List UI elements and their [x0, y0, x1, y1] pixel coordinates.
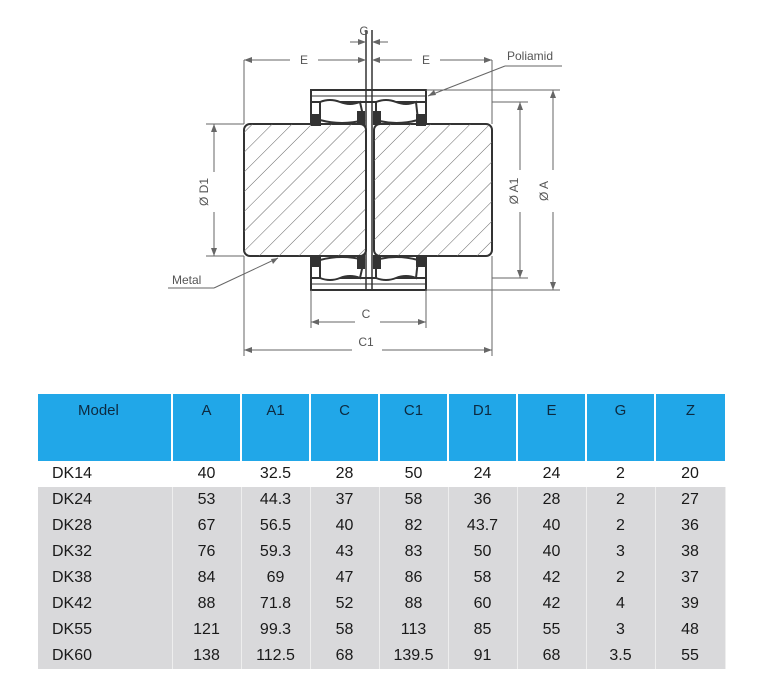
- spec-table: [38, 394, 726, 669]
- table-cell: 2: [586, 487, 655, 513]
- table-cell: 88: [379, 591, 448, 617]
- col-header-e: E: [517, 394, 586, 461]
- table-cell: 2: [586, 565, 655, 591]
- cell-model: DK38: [38, 565, 172, 591]
- table-cell: 67: [172, 513, 241, 539]
- table-row: [38, 565, 725, 591]
- label-e-left: E: [299, 53, 309, 67]
- table-cell: 28: [310, 461, 379, 487]
- table-row: [38, 461, 725, 487]
- table-cell: 55: [517, 617, 586, 643]
- table-cell: 76: [172, 539, 241, 565]
- table-cell: 69: [241, 565, 310, 591]
- table-cell: 121: [172, 617, 241, 643]
- col-header-a: A: [172, 394, 241, 461]
- table-cell: 40: [517, 539, 586, 565]
- label-c1: C1: [358, 335, 374, 349]
- table-cell: 42: [517, 565, 586, 591]
- table-cell: 43.7: [448, 513, 517, 539]
- table-cell: 3.5: [586, 643, 655, 669]
- table-cell: 44.3: [241, 487, 310, 513]
- table-cell: 2: [586, 513, 655, 539]
- table-cell: 50: [379, 461, 448, 487]
- table-header-row: [38, 394, 725, 461]
- left-hub: [244, 124, 366, 256]
- col-header-g: G: [586, 394, 655, 461]
- table-cell: 50: [448, 539, 517, 565]
- table-cell: 85: [448, 617, 517, 643]
- table-cell: 68: [310, 643, 379, 669]
- table-cell: 40: [310, 513, 379, 539]
- cell-model: DK55: [38, 617, 172, 643]
- table-cell: 138: [172, 643, 241, 669]
- table-cell: 58: [379, 487, 448, 513]
- table-cell: 88: [172, 591, 241, 617]
- table-cell: 52: [310, 591, 379, 617]
- table-cell: 139.5: [379, 643, 448, 669]
- cell-model: DK42: [38, 591, 172, 617]
- table-cell: 38: [655, 539, 725, 565]
- table-cell: 43: [310, 539, 379, 565]
- col-header-d1: D1: [448, 394, 517, 461]
- table-cell: 91: [448, 643, 517, 669]
- table-cell: 3: [586, 539, 655, 565]
- table-cell: 84: [172, 565, 241, 591]
- table-cell: 47: [310, 565, 379, 591]
- cell-model: DK32: [38, 539, 172, 565]
- label-d1: Ø D1: [197, 177, 211, 207]
- table-cell: 68: [517, 643, 586, 669]
- table-cell: 24: [448, 461, 517, 487]
- table-cell: 59.3: [241, 539, 310, 565]
- table-cell: 48: [655, 617, 725, 643]
- table-cell: 55: [655, 643, 725, 669]
- cell-model: DK24: [38, 487, 172, 513]
- table-cell: 112.5: [241, 643, 310, 669]
- table-cell: 20: [655, 461, 725, 487]
- table-cell: 4: [586, 591, 655, 617]
- table-row: [38, 539, 725, 565]
- label-metal: Metal: [172, 273, 202, 287]
- table-cell: 58: [310, 617, 379, 643]
- table-row: [38, 513, 725, 539]
- table-cell: 28: [517, 487, 586, 513]
- label-c: C: [361, 307, 371, 321]
- col-header-model: Model: [38, 394, 172, 461]
- label-a1: Ø A1: [507, 177, 521, 205]
- table-cell: 39: [655, 591, 725, 617]
- col-header-z: Z: [655, 394, 725, 461]
- table-cell: 37: [655, 565, 725, 591]
- label-poliamid: Poliamid: [507, 49, 554, 63]
- cell-model: DK14: [38, 461, 172, 487]
- cell-model: DK28: [38, 513, 172, 539]
- label-g: G: [359, 24, 369, 38]
- cell-model: DK60: [38, 643, 172, 669]
- col-header-c1: C1: [379, 394, 448, 461]
- table-cell: 58: [448, 565, 517, 591]
- table-cell: 86: [379, 565, 448, 591]
- table-cell: 99.3: [241, 617, 310, 643]
- table-cell: 3: [586, 617, 655, 643]
- table-row: [38, 617, 725, 643]
- col-header-a1: A1: [241, 394, 310, 461]
- table-cell: 24: [517, 461, 586, 487]
- table-cell: 83: [379, 539, 448, 565]
- table-cell: 36: [448, 487, 517, 513]
- table-cell: 113: [379, 617, 448, 643]
- table-cell: 27: [655, 487, 725, 513]
- label-a: Ø A: [537, 180, 551, 202]
- table-row: [38, 643, 725, 669]
- table-cell: 42: [517, 591, 586, 617]
- right-hub: [374, 124, 492, 256]
- table-row: [38, 487, 725, 513]
- table-cell: 37: [310, 487, 379, 513]
- label-e-right: E: [421, 53, 431, 67]
- table-cell: 40: [172, 461, 241, 487]
- table-row: [38, 591, 725, 617]
- table-cell: 71.8: [241, 591, 310, 617]
- table-cell: 53: [172, 487, 241, 513]
- table-cell: 82: [379, 513, 448, 539]
- table-cell: 2: [586, 461, 655, 487]
- table-cell: 56.5: [241, 513, 310, 539]
- col-header-c: C: [310, 394, 379, 461]
- table-cell: 36: [655, 513, 725, 539]
- table-cell: 32.5: [241, 461, 310, 487]
- table-cell: 40: [517, 513, 586, 539]
- table-cell: 60: [448, 591, 517, 617]
